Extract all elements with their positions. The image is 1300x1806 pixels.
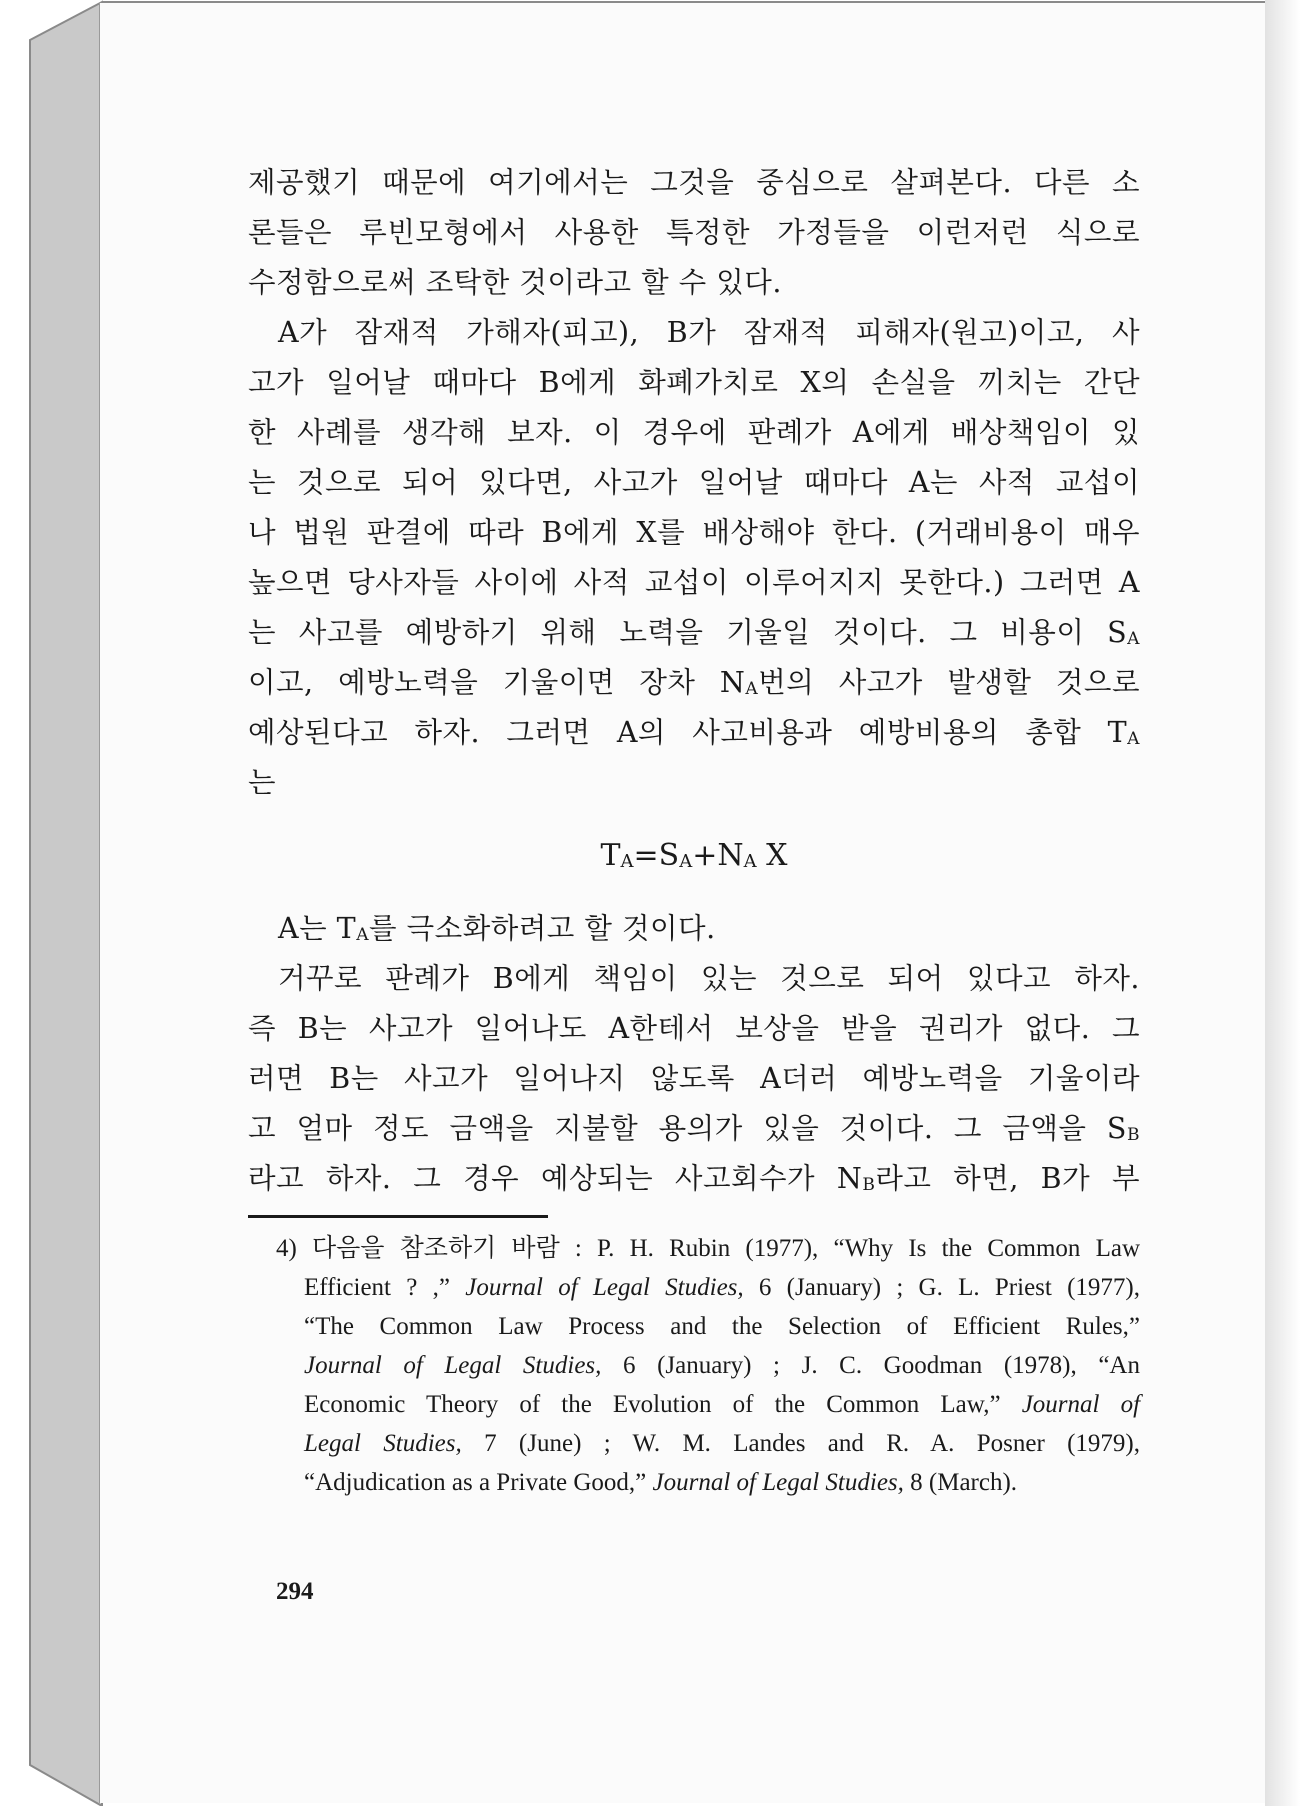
subscript: A [743,851,757,872]
text-line: 는 [248,766,277,799]
subscript: A [1127,729,1140,749]
text-line: 나 법원 판결에 따라 B에게 X를 배상해야 한다. (거래비용이 매우 [248,516,1140,549]
footnote-line [276,1424,1140,1463]
equation-part: +N [692,838,744,873]
subscript: A [356,925,370,945]
text-line [248,658,1140,708]
footnote-segment: 8 (March). [910,1469,1018,1496]
footnote-segment: Efficient ? ,” [304,1274,450,1301]
subscript: A [679,851,693,872]
text-segment: 이고, 예방노력을 기울이면 장차 N [248,666,746,699]
text-segment: 고 얼마 정도 금액을 지불할 용의가 있을 것이다. 그 금액을 S [248,1112,1127,1145]
journal-title: Journal of Legal Studies, [652,1469,904,1496]
subscript: A [620,851,634,872]
footnote-segment: 6 (January) ; J. C. Goodman (1978), “An [622,1352,1140,1379]
text-segment: 는 사고를 예방하기 위해 노력을 기울일 것이다. 그 비용이 S [248,616,1128,649]
text-segment: 예상된다고 하자. 그러면 A의 사고비용과 예방비용의 총합 T [248,716,1128,749]
body-text [248,158,1140,1204]
footnote-line [276,1268,1140,1307]
text-line: 제공했기 때문에 여기에서는 그것을 중심으로 살펴본다. 다른 소 [248,166,1140,199]
footnote-line [276,1385,1140,1424]
footnote-line: 4) 다음을 참조하기 바람 : P. H. Rubin (1977), “Why Is the Common Law [276,1235,1140,1262]
text-line: 높으면 당사자들 사이에 사적 교섭이 이루어지지 못한다.) 그러면 A [248,566,1140,599]
footnotes [276,1229,1140,1502]
footnote-segment: Economic Theory of the Evolution of the Common Law,” [304,1391,1001,1418]
equation-part: X [756,838,788,873]
footnote-segment: 7 (June) ; W. M. Landes and R. A. Posner (1979), [484,1430,1141,1457]
text-line [248,608,1140,658]
text-line: 론들은 루빈모형에서 사용한 특정한 가정들을 이런저런 식으로 [248,216,1140,249]
footnote-segment: “Adjudication as a Private Good,” [304,1469,647,1496]
text-line: A가 잠재적 가해자(피고), B가 잠재적 피해자(원고)이고, 사 [278,316,1140,349]
text-segment: 라고 하면, B가 부 [875,1162,1140,1195]
journal-title: Journal of Legal Studies, [304,1352,602,1379]
footnote-segment: 6 (January) ; G. L. Priest (1977), [758,1274,1141,1301]
journal-title: Legal Studies, [304,1430,462,1457]
text-line: 는 것으로 되어 있다면, 사고가 일어날 때마다 A는 사적 교섭이 [248,466,1140,499]
text-line [248,1154,1140,1204]
text-line: 거꾸로 판례가 B에게 책임이 있는 것으로 되어 있다고 하자. [278,962,1140,995]
text-segment: 를 극소화하려고 할 것이다. [369,912,716,945]
text-line: 즉 B는 사고가 일어나도 A한테서 보상을 받을 권리가 없다. 그 [248,1012,1140,1045]
subscript: B [862,1175,876,1195]
subscript: B [1126,1125,1140,1145]
page-edge-shadow [1265,0,1300,1806]
page-number: 294 [276,1578,314,1605]
text-line [248,904,1140,954]
footnote-line [276,1346,1140,1385]
text-line: 고가 일어날 때마다 B에게 화폐가치로 X의 손실을 끼치는 간단 [248,366,1140,399]
equation-part: T [600,838,621,873]
text-line [248,1104,1140,1154]
subscript: A [1127,629,1140,649]
text-segment: 라고 하자. 그 경우 예상되는 사고회수가 N [248,1162,863,1195]
footnote-line [276,1463,1140,1502]
text-line: 러면 B는 사고가 일어나지 않도록 A더러 예방노력을 기울이라 [248,1062,1140,1095]
text-line [248,708,1140,758]
text-segment: 번의 사고가 발생할 것으로 [758,666,1140,699]
text-line: 한 사례를 생각해 보자. 이 경우에 판례가 A에게 배상책임이 있 [248,416,1140,449]
journal-title: Journal of Legal Studies, [465,1274,744,1301]
equation-part: =S [633,838,680,873]
journal-title: Journal of [1021,1391,1141,1418]
footnote-rule [248,1215,548,1218]
text-line: 수정함으로써 조탁한 것이라고 할 수 있다. [248,266,782,299]
text-segment: A는 T [278,912,357,945]
footnote-line: “The Common Law Process and the Selection of Efficient Rules,” [304,1313,1140,1340]
subscript: A [745,679,759,699]
equation [248,808,1140,904]
